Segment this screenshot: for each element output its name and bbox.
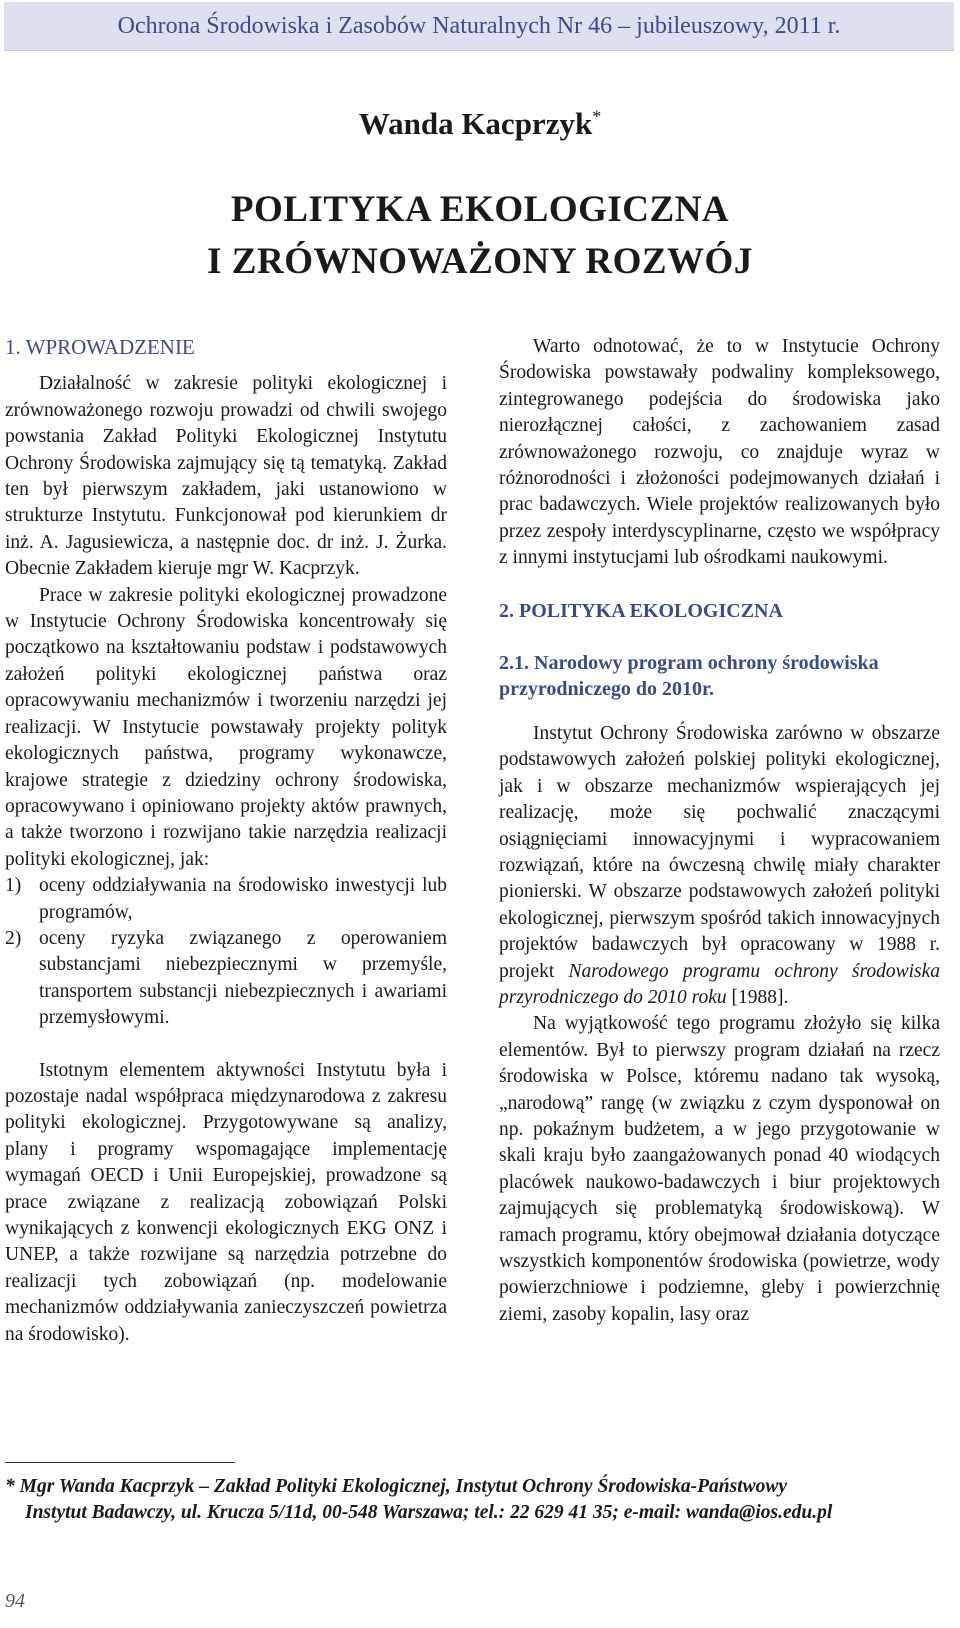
program-title-italic: Narodowego programu ochrony środowiska przyrodniczego do 2010 roku (499, 960, 941, 1008)
footnote-divider (5, 1462, 235, 1463)
footnote-line-2: Instytut Badawczy, ul. Krucza 5/11d, 00-548 Warszawa; tel.: 22 629 41 35; e-mail: wanda@ios.edu.pl (25, 1502, 833, 1523)
section-heading-ecological-policy: 2. POLITYKA EKOLOGICZNA (499, 599, 783, 622)
intro-paragraph-3: Istotnym elementem aktywności Instytutu była i pozostaje nadal współpraca międzynarodowa z zakresu polityki ekologicznej. Przygotowywane są analizy, plany i programy wspomagające implementację wymagań OECD i Unii Europejskiej, prowadzone są prace związane z realizacją zobowiązań Polski wynikających z konwencji ekologicznych EKG ONZ i UNEP, a także rozwijane są narzędzia potrzebne do realizacji tych zobowiązań (np. modelowanie mechanizmów oddziaływania zanieczyszczeń powietrza na środowisko). (5, 1059, 447, 1345)
list-item-text: oceny oddziaływania na środowisko inwestycji lub programów, (39, 875, 447, 923)
list-item-number: 2) (5, 927, 22, 949)
right-paragraph-2-end: [1988]. (731, 986, 789, 1008)
journal-header: Ochrona Środowiska i Zasobów Naturalnych Nr 46 – jubileuszowy, 2011 r. (4, 2, 954, 51)
list-item (5, 873, 447, 926)
right-column (499, 334, 940, 1328)
list-item-text: oceny ryzyka związanego z operowaniem substancjami niebezpiecznymi w przemyśle, transportem substancji niebezpiecznych i awariami przemysłowymi. (39, 927, 447, 1029)
article-author (0, 106, 960, 142)
title-line-2: I ZRÓWNOWAŻONY ROZWÓJ (207, 241, 753, 282)
author-footnote-mark: * (592, 106, 602, 127)
author-name: Wanda Kacprzyk (358, 106, 593, 141)
title-line-1: POLITYKA EKOLOGICZNA (230, 189, 730, 230)
right-paragraph-3: Na wyjątkowość tego programu złożyło się kilka elementów. Był to pierwszy program działań na rzecz środowiska w Polsce, któremu nadano tak wysoką, „narodową” rangę (w związku z czym dysponował on np. pokaźnym budżetem, a w jego przygotowanie w skali kraju było zaangażowanych ponad 40 wiodących placówek naukowo-badawczych i biur projektowych zajmujących się problematyką środowiskową). W ramach programu, który obejmował działania dotyczące wszystkich komponentów środowiska (powietrze, wody powierzchniowe i podziemne, gleby i powierzchnię ziemi, zasoby kopalin, lasy oraz (499, 1013, 940, 1325)
list-item (5, 926, 447, 1032)
article-title (0, 184, 960, 288)
intro-paragraph-2: Prace w zakresie polityki ekologicznej prowadzone w Instytucie Ochrony Środowiska koncentrowały się początkowo na kształtowaniu podstaw i podstawowych założeń polityki ekologicznej państwa oraz opracowywaniu mechanizmów i tworzeniu narzędzi jej realizacji. W Instytucie powstawały projekty polityk ekologicznych państwa, programy wykonawcze, krajowe strategie z dziedziny ochrony środowiska, opracowywano i opiniowano projekty aktów prawnych, a także tworzono i rozwijano takie narzędzia realizacji polityki ekologicznej, jak: (5, 584, 447, 870)
footnote-line-1: * Mgr Wanda Kacprzyk – Zakład Polityki Ekologicznej, Instytut Ochrony Środowiska-Państwowy (5, 1476, 788, 1497)
author-footnote (5, 1474, 940, 1526)
section-heading-introduction: 1. WPROWADZENIE (5, 335, 195, 359)
right-paragraph-1: Warto odnotować, że to w Instytucie Ochrony Środowiska powstawały podwaliny kompleksowego, zintegrowanego podejścia do środowiska jako nierozłącznej całości, z zachowaniem zasad zrównoważonego rozwoju, co znajduje wyraz w różnorodności i złożoności podejmowanych działań i prac badawczych. Wiele projektów realizowanych było przez zespoły interdyscyplinarne, często we współpracy z innymi instytucjami lub ośrodkami naukowymi. (499, 336, 940, 569)
left-column (5, 334, 447, 1348)
list-item-number: 1) (5, 875, 22, 897)
intro-paragraph-1: Działalność w zakresie polityki ekologicznej i zrównoważonego rozwoju prowadzi od chwili swojego powstania Zakład Polityki Ekologicznej Instytutu Ochrony Środowiska zajmujący się tą tematyką. Zakład ten był pierwszym zakładem, jaki ustanowiono w strukturze Instytutu. Funkcjonował pod kierunkiem dr inż. A. Jagusiewicza, a następnie doc. dr inż. J. Żurka. Obecnie Zakładem kieruje mgr W. Kacprzyk. (5, 373, 447, 580)
subsection-heading-national-program: 2.1. Narodowy program ochrony środowiska przyrodniczego do 2010r. (499, 652, 879, 701)
right-paragraph-2-start: Instytut Ochrony Środowiska zarówno w obszarze podstawowych założeń polskiej polityki ekologicznej, jak i w obszarze mechanizmów wspierających jej realizację, może się pochwalić znaczącymi osiągnięciami innowacyjnymi i wypracowaniem rozwiązań, które na ówczesną chwilę miały charakter pionierski. W obszarze podstawowych założeń polityki ekologicznej, pierwszym spośród takich innowacyjnych projektów badawczych był opracowany w 1988 r. projekt (499, 722, 940, 982)
right-paragraph-2 (499, 721, 940, 1011)
page-number: 94 (5, 1590, 25, 1612)
